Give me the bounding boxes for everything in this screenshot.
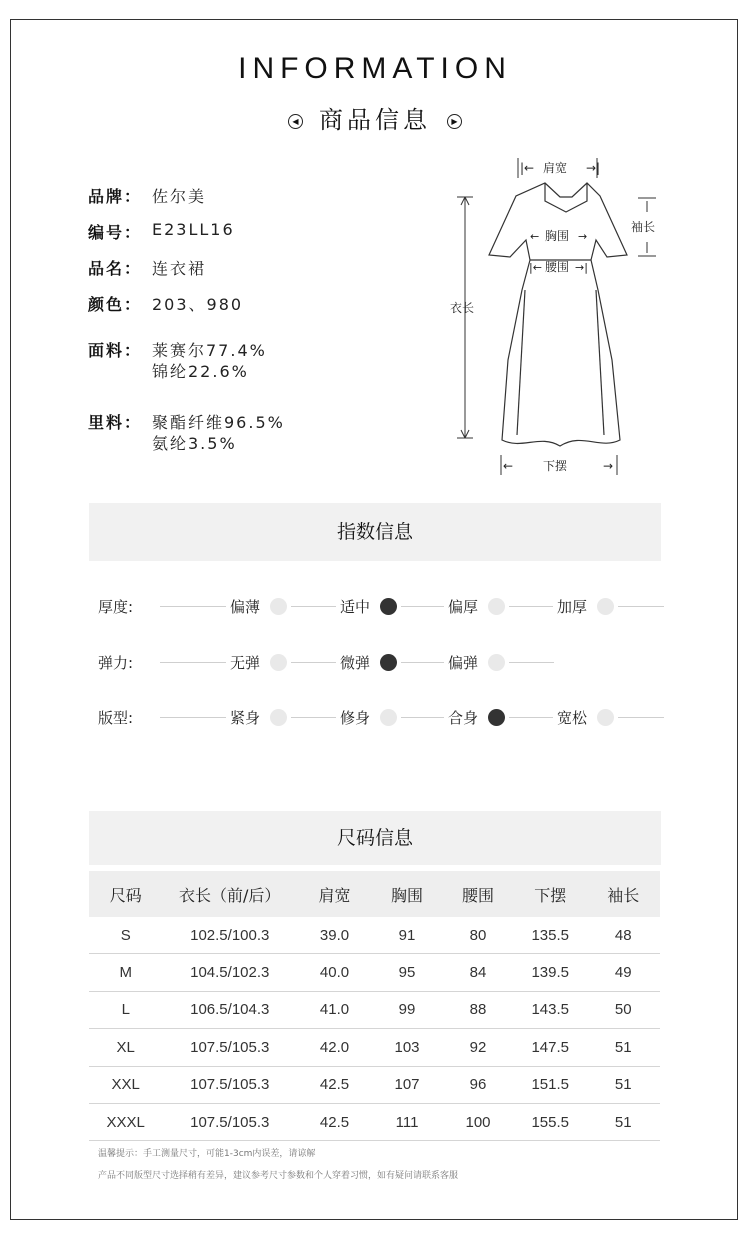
index-row-label: 厚度: (98, 598, 134, 616)
arrow-hem-right-icon: → (603, 459, 614, 473)
note-size-advice: 产品不同版型尺寸选择稍有差异，建议参考尺寸参数和个人穿着习惯，如有疑问请联系客服 (98, 1171, 459, 1181)
info-color (88, 292, 244, 315)
arrow-left-icon: ◀ (288, 114, 303, 129)
info-code-label: 编号： (88, 223, 143, 242)
label-hem: 下摆 (543, 459, 568, 473)
option-tight (226, 707, 291, 729)
table-cell: XXL (89, 1066, 162, 1103)
table-cell: 135.5 (514, 917, 586, 954)
index-section-title: 指数信息 (89, 503, 661, 561)
table-cell: 111 (372, 1103, 442, 1140)
table-cell: 51 (586, 1066, 660, 1103)
table-cell: XL (89, 1029, 162, 1066)
note-measurement: 温馨提示：手工测量尺寸，可能1-3cm内误差，请谅解 (98, 1149, 316, 1159)
table-cell: 155.5 (514, 1103, 586, 1140)
table-cell: 49 (586, 954, 660, 991)
indicator-dot-icon (488, 598, 505, 615)
table-cell: 106.5/104.3 (162, 991, 297, 1028)
option-no-stretch (226, 652, 291, 674)
table-cell: 147.5 (514, 1029, 586, 1066)
option-label: 偏弹 (448, 654, 479, 672)
info-color-label: 颜色： (88, 295, 143, 314)
table-cell: M (89, 954, 162, 991)
option-label: 紧身 (230, 709, 261, 727)
table-cell: 51 (586, 1029, 660, 1066)
column-header: 腰围 (442, 871, 514, 917)
table-cell: 103 (372, 1029, 442, 1066)
option-slight-stretch (336, 652, 401, 674)
table-cell: XXXL (89, 1103, 162, 1140)
indicator-dot-icon (270, 598, 287, 615)
option-thick (444, 596, 509, 618)
info-brand (88, 184, 207, 207)
indicator-dot-icon (597, 598, 614, 615)
info-fabric-label: 面料： (88, 341, 143, 360)
info-name (88, 256, 207, 279)
index-row-thickness (98, 596, 668, 618)
table-row (89, 954, 660, 991)
arrow-shoulder-right-icon: →| (586, 161, 601, 175)
table-cell: 88 (442, 991, 514, 1028)
index-row-label: 弹力: (98, 654, 134, 672)
table-cell: 102.5/100.3 (162, 917, 297, 954)
option-label: 偏厚 (448, 598, 479, 616)
measurement-arrows (457, 158, 656, 475)
table-cell: 107.5/105.3 (162, 1029, 297, 1066)
table-cell: 84 (442, 954, 514, 991)
indicator-dot-icon (597, 709, 614, 726)
arrow-right-icon: ▶ (447, 114, 462, 129)
column-header: 衣长（前/后） (162, 871, 297, 917)
table-cell: 107 (372, 1066, 442, 1103)
column-header: 下摆 (514, 871, 586, 917)
option-stretchy (444, 652, 509, 674)
arrow-chest-left-icon: ← (530, 230, 540, 243)
dress-outline (489, 183, 627, 446)
option-medium (336, 596, 401, 618)
arrow-chest-right-icon: → (578, 230, 588, 243)
indicator-dot-selected-icon (380, 654, 397, 671)
title-cn-text: 商品信息 (319, 106, 431, 134)
index-row-label: 版型: (98, 709, 134, 727)
column-header: 胸围 (372, 871, 442, 917)
column-header: 袖长 (586, 871, 660, 917)
info-lining-value-1: 聚酯纤维96.5% (152, 413, 285, 432)
table-cell: 107.5/105.3 (162, 1066, 297, 1103)
info-lining-label: 里料： (88, 413, 143, 432)
option-label: 适中 (340, 598, 371, 616)
indicator-dot-selected-icon (488, 709, 505, 726)
table-cell: 41.0 (297, 991, 372, 1028)
label-shoulder: 肩宽 (543, 161, 568, 175)
table-row (89, 917, 660, 954)
size-section-title: 尺码信息 (89, 811, 661, 865)
info-code-value: E23LL16 (152, 220, 235, 239)
table-cell: 95 (372, 954, 442, 991)
table-cell: 107.5/105.3 (162, 1103, 297, 1140)
info-fabric-value-2: 锦纶22.6% (152, 362, 249, 381)
page-title-cn (0, 100, 750, 135)
arrow-waist-left-icon: |← (529, 261, 542, 274)
option-regular (444, 707, 509, 729)
table-cell: S (89, 917, 162, 954)
option-label: 合身 (448, 709, 479, 727)
table-row (89, 1029, 660, 1066)
table-cell: 96 (442, 1066, 514, 1103)
info-name-label: 品名： (88, 259, 143, 278)
table-cell: 143.5 (514, 991, 586, 1028)
arrow-waist-right-icon: →| (575, 261, 588, 274)
option-slim (336, 707, 401, 729)
option-loose (553, 707, 618, 729)
indicator-dot-icon (270, 654, 287, 671)
table-cell: 99 (372, 991, 442, 1028)
info-brand-value: 佐尔美 (152, 187, 207, 206)
option-label: 偏薄 (230, 598, 261, 616)
indicator-dot-selected-icon (380, 598, 397, 615)
info-code (88, 220, 235, 243)
table-cell: 42.0 (297, 1029, 372, 1066)
indicator-dot-icon (488, 654, 505, 671)
column-header: 肩宽 (297, 871, 372, 917)
option-label: 修身 (340, 709, 371, 727)
table-cell: 51 (586, 1103, 660, 1140)
table-cell: L (89, 991, 162, 1028)
indicator-dot-icon (270, 709, 287, 726)
table-row (89, 1103, 660, 1140)
table-row (89, 1066, 660, 1103)
table-cell: 80 (442, 917, 514, 954)
info-lining (88, 410, 285, 453)
table-cell: 104.5/102.3 (162, 954, 297, 991)
index-row-elasticity (98, 652, 558, 674)
table-cell: 151.5 (514, 1066, 586, 1103)
option-label: 微弹 (340, 654, 371, 672)
table-cell: 91 (372, 917, 442, 954)
info-name-value: 连衣裙 (152, 259, 207, 278)
option-thin (226, 596, 291, 618)
dress-measurement-diagram (440, 150, 670, 485)
column-header: 尺码 (89, 871, 162, 917)
size-table (89, 871, 660, 1141)
info-brand-label: 品牌： (88, 187, 143, 206)
table-row (89, 991, 660, 1028)
label-length: 衣长 (450, 301, 475, 315)
label-sleeve: 袖长 (631, 220, 656, 234)
info-color-value: 203、980 (152, 295, 244, 314)
option-label: 无弹 (230, 654, 261, 672)
info-lining-value-2: 氨纶3.5% (152, 434, 237, 453)
table-cell: 48 (586, 917, 660, 954)
option-label: 加厚 (557, 598, 588, 616)
table-cell: 139.5 (514, 954, 586, 991)
info-fabric-value-1: 莱赛尔77.4% (152, 341, 267, 360)
table-cell: 39.0 (297, 917, 372, 954)
label-waist: 腰围 (545, 260, 570, 274)
table-cell: 100 (442, 1103, 514, 1140)
page-title-en: INFORMATION (238, 52, 512, 85)
index-row-fit (98, 707, 668, 729)
table-cell: 50 (586, 991, 660, 1028)
table-cell: 92 (442, 1029, 514, 1066)
label-chest: 胸围 (545, 229, 570, 243)
arrow-hem-left-icon: ← (503, 459, 514, 473)
info-fabric (88, 338, 267, 381)
table-cell: 40.0 (297, 954, 372, 991)
option-label: 宽松 (557, 709, 588, 727)
indicator-dot-icon (380, 709, 397, 726)
table-cell: 42.5 (297, 1103, 372, 1140)
option-extra-thick (553, 596, 618, 618)
table-cell: 42.5 (297, 1066, 372, 1103)
arrow-shoulder-left-icon: |← (520, 161, 535, 175)
size-table-header-row (89, 871, 660, 917)
